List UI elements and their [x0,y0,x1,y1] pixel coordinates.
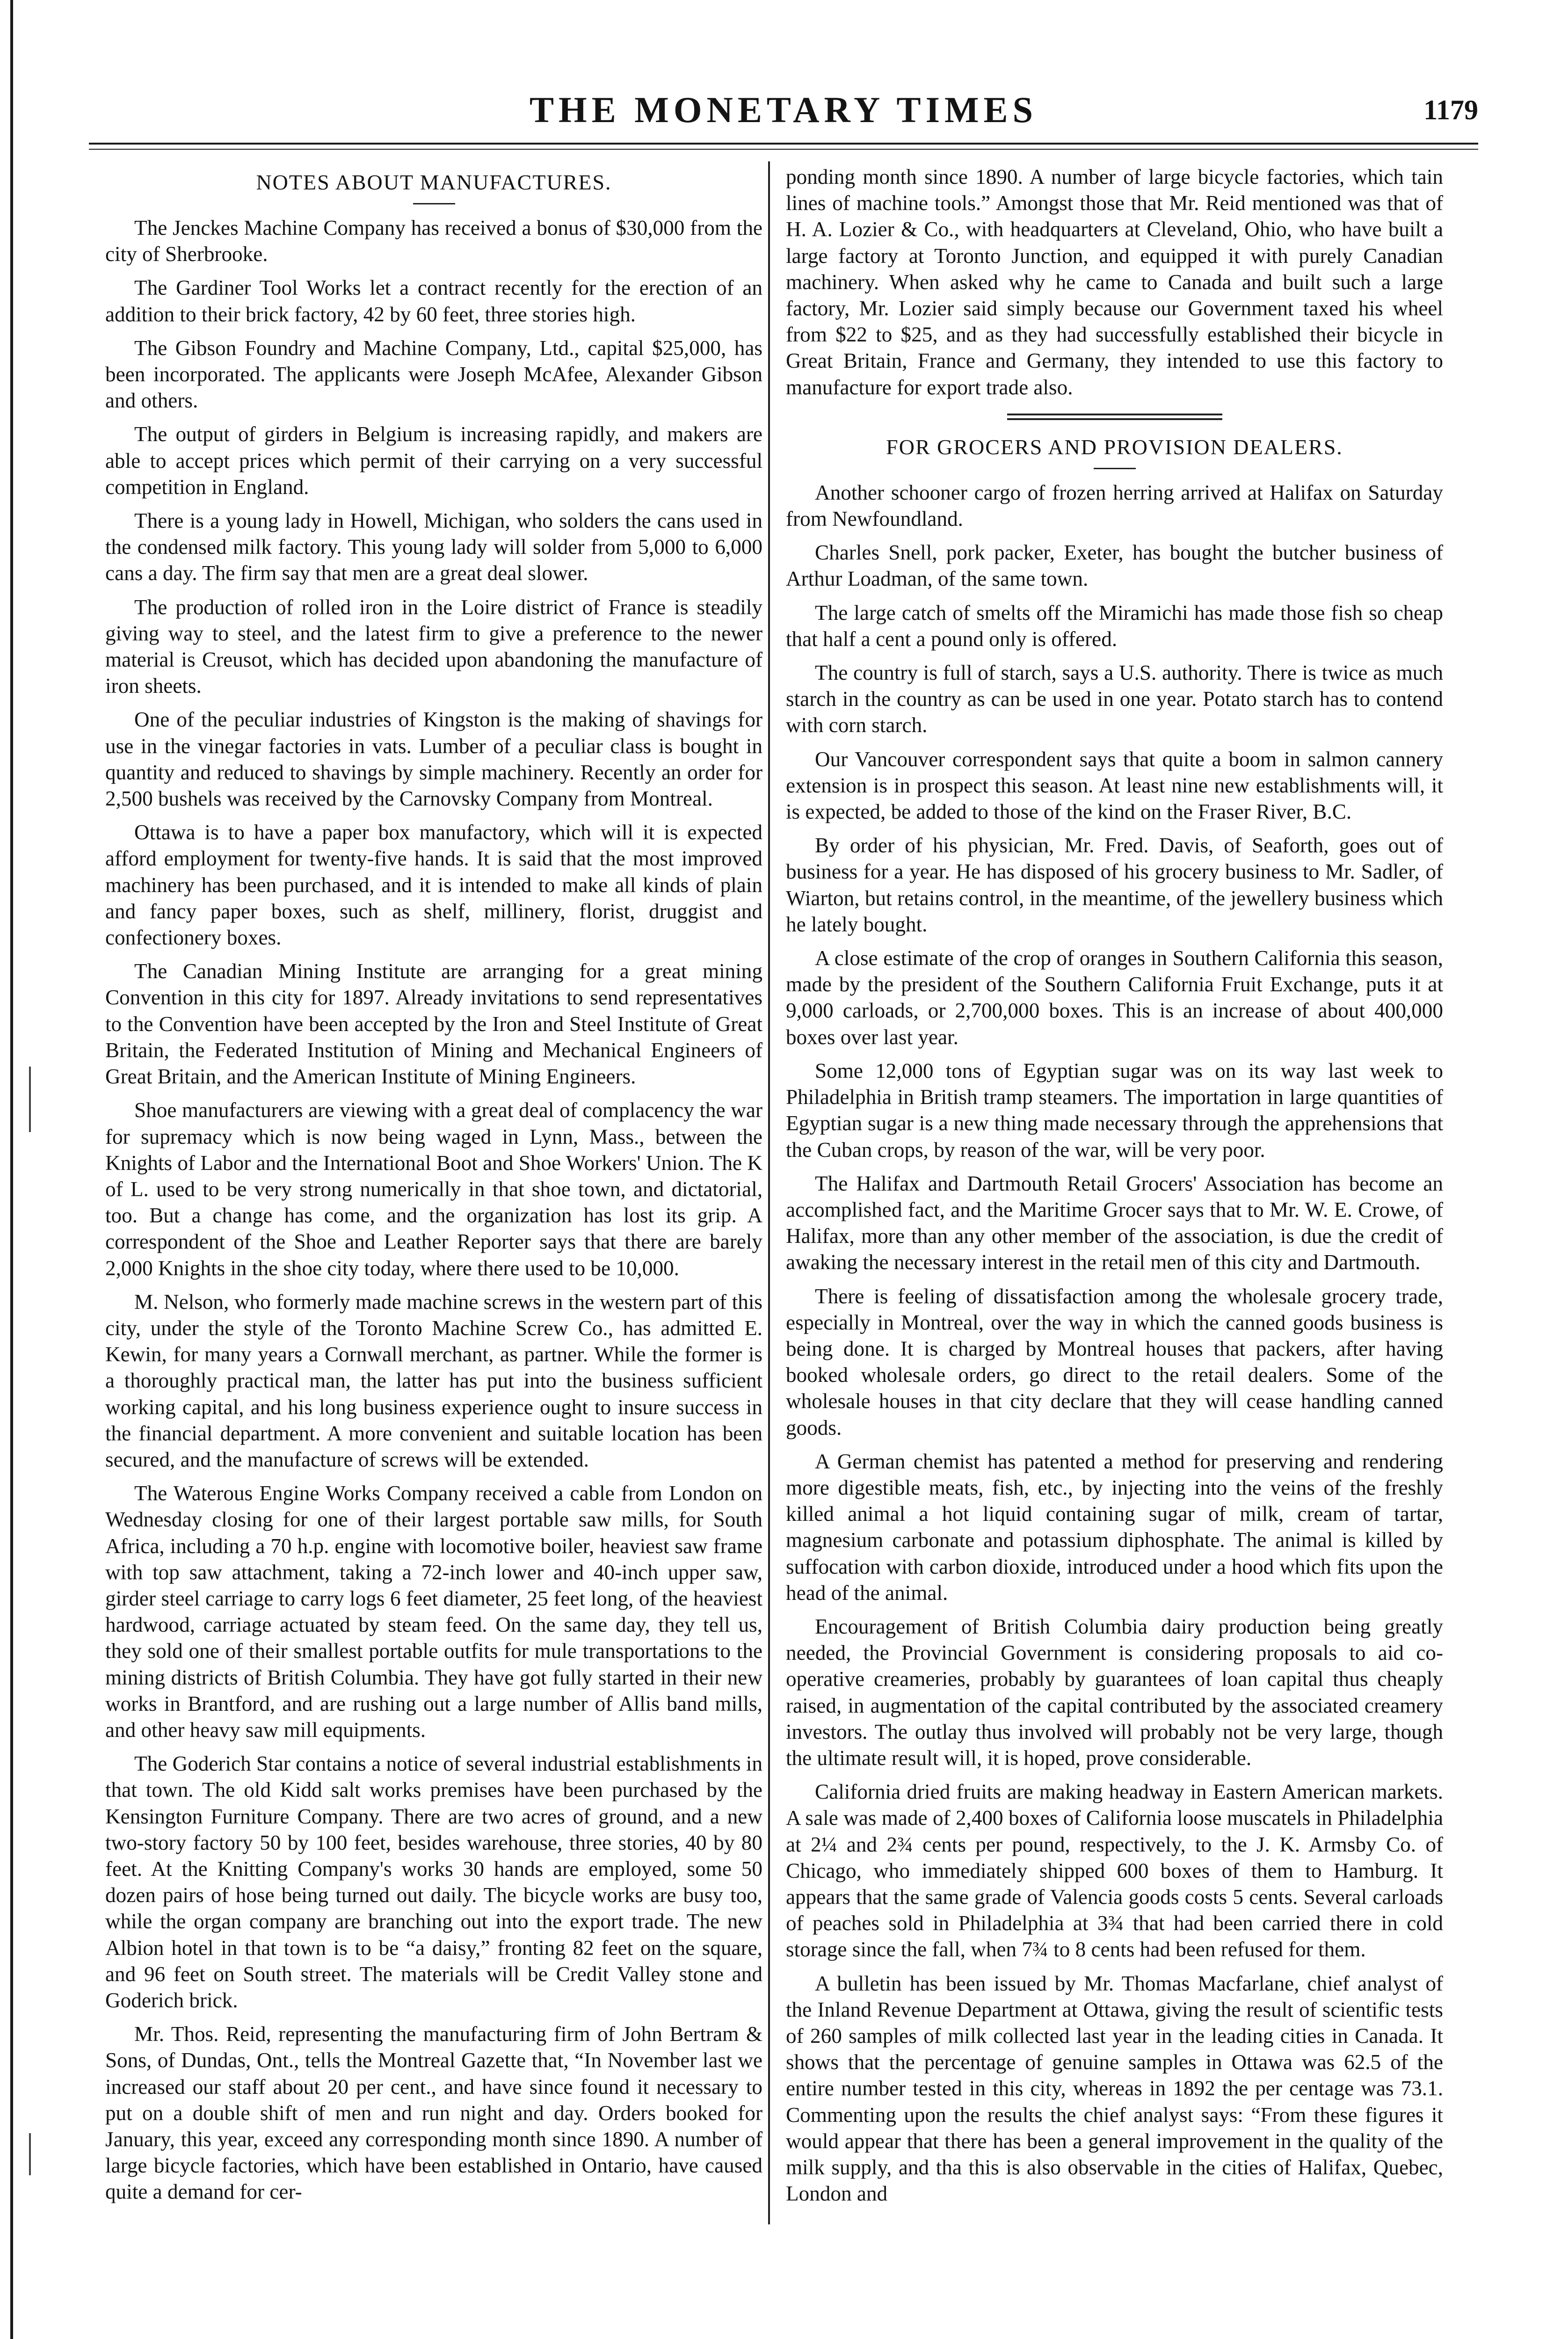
section [786,433,1443,2207]
article-paragraph: The production of rolled iron in the Loire district of France is steadily giving way to steel, and the latest firm to give a preference to the newer material is Creusot, which has decided upon abandoning the manufacture of iron sheets. [105,595,762,698]
article-paragraph: One of the peculiar industries of Kingston is the making of shavings for use in the vinegar factories in vats. Lumber of a peculiar class is bought in quantity and reduced to shavings by simple machinery. Recently an order for 2,500 bushels was received by the Carnovsky Company from Montreal. [105,708,762,811]
article-paragraph: The Waterous Engine Works Company received a cable from London on Wednesday closing for one of their largest portable saw mills, for South Africa, including a 70 h.p. engine with locomotive boiler, heaviest saw frame with top saw attachment, taking a 72-inch lower and 40-inch upper saw, girder steel carriage to carry logs 6 feet diameter, 25 feet long, of the heaviest hardwood, carriage actuated by steam feed. On the same day, they tell us, they sold one of their smallest portable outfits for mule transportations to the mining districts of British Columbia. They have got fully started in their new works in Brantford, and are rushing out a large number of Allis band mills, and other heavy saw mill equipments. [105,1482,762,1742]
page-header [89,87,1478,138]
header-rule [89,149,1478,150]
article-paragraph: Ottawa is to have a paper box manufactory, which will it is expected afford employment for twenty-five hands. It is said that the most improved machinery has been purchased, and it is intended to make all kinds of plain and fancy paper boxes, such as shelf, millinery, florist, druggist and confectionery boxes. [105,821,762,950]
section-title: FOR GROCERS AND PROVISION DEALERS. [886,435,1343,459]
article-paragraph: The Canadian Mining Institute are arranging for a great mining Convention in this city for 1897. Already invitations to send representatives to the Convention have been accepted by the Iron and Steel Institute of Great Britain, the Federated Institution of Mining and Mechanical Engineers of Great Britain, and the American Institute of Mining Engineers. [105,959,762,1089]
header-rule [89,143,1478,145]
column-divider [768,161,770,2224]
article-paragraph: The large catch of smelts off the Miramichi has made those fish so cheap that half a cent a pound only is offered. [786,601,1443,651]
article-paragraph: Charles Snell, pork packer, Exeter, has bought the butcher business of Arthur Loadman, of the same town. [786,541,1443,591]
margin-mark [29,2133,31,2175]
article-paragraph: Mr. Thos. Reid, representing the manufacturing firm of John Bertram & Sons, of Dundas, Ont., tells the Montreal Gazette that, “In November last we increased our staff about 20 per cent., and have since found it necessary to put on a double shift of men and run night and day. Orders booked for January, this year, exceed any corresponding month since 1890. A number of large bicycle factories, which have been established in Ontario, have caused quite a demand for cer- [105,2022,762,2204]
article-paragraph: Shoe manufacturers are viewing with a great deal of complacency the war for supremacy which is now being waged in Lynn, Mass., between the Knights of Labor and the International Boot and Shoe Workers' Union. The K of L. used to be very strong numerically in that shoe town, and dictatorial, too. But a change has come, and the organization has lost its grip. A correspondent of the Shoe and Leather Reporter says that there are barely 2,000 Knights in the shoe city today, where there used to be 10,000. [105,1098,762,1280]
article-paragraph: The Jenckes Machine Company has received a bonus of $30,000 from the city of Sherbrooke. [105,216,762,266]
article-paragraph: There is a young lady in Howell, Michigan, who solders the cans used in the condensed milk factory. This young lady will solder from 5,000 to 6,000 cans a day. The firm say that men are a great deal slower. [105,509,762,585]
article-paragraph: A bulletin has been issued by Mr. Thomas Macfarlane, chief analyst of the Inland Revenue Department at Ottawa, giving the result of scientific tests of 260 samples of milk collected last year in the leading cities in Canada. It shows that the percentage of genuine samples in Ottawa was 62.5 of the entire number tested in this city, whereas in 1892 the per centage was 73.1. Commenting upon the results the chief analyst says: “From these figures it would appear that there has been a general improvement in the quality of the milk supply, and tha this is also observable in the cities of Halifax, Quebec, London and [786,1971,1443,2206]
article-paragraph: Some 12,000 tons of Egyptian sugar was on its way last week to Philadelphia in British tramp steamers. The importation in large quantities of Egyptian sugar is a new thing made necessary through the apprehensions that the Cuban crops, by reason of the war, will be very poor. [786,1059,1443,1162]
article-paragraph: The Goderich Star contains a notice of several industrial establishments in that town. The old Kidd salt works premises have been purchased by the Kensington Furniture Company. There are two acres of ground, and a new two-story factory 50 by 100 feet, besides warehouse, three stories, 40 by 80 feet. At the Knitting Company's works 30 hands are employed, some 50 dozen pairs of hose being turned out daily. The bicycle works are busy too, while the organ company are branching out into the export trade. The new Albion hotel in that town is to be “a daisy,” fronting 82 feet on the square, and 96 feet on South street. The materials will be Credit Valley stone and Goderich brick. [105,1752,762,2012]
margin-mark [29,1067,31,1132]
double-rule [1007,414,1222,420]
article-paragraph: Another schooner cargo of frozen herring arrived at Halifax on Saturday from Newfoundland. [786,480,1443,531]
article-paragraph: The Gardiner Tool Works let a contract recently for the erection of an addition to their brick factory, 42 by 60 feet, three stories high. [105,276,762,326]
page-number: 1179 [1423,94,1478,125]
section-rule [413,203,455,204]
article-paragraph: The Gibson Foundry and Machine Company, Ltd., capital $25,000, has been incorporated. The applicants were Joseph McAfee, Alexander Gibson and others. [105,336,762,413]
article-paragraph: Encouragement of British Columbia dairy production being greatly needed, the Provincial Government is considering proposals to aid co-operative creameries, probably by guarantees of loan capital thus cheaply raised, in augmentation of the capital contributed by the associated creamery investors. The outlay thus involved will probably not be very large, though the ultimate result will, it is hoped, prove considerable. [786,1614,1443,1770]
section [105,168,762,2205]
continued-paragraph: ponding month since 1890. A number of large bicycle factories, which tain lines of machine tools.” Amongst those that Mr. Reid mentioned was that of H. A. Lozier & Co., with headquarters at Cleveland, Ohio, who have built a large factory at Toronto Junction, and equipped it with purely Canadian machinery. When asked why he came to Canada and built such a large factory, Mr. Lozier said simply because our Government taxed his wheel from $22 to $25, and as they had successfully established their bicycle in Great Britain, France and Germany, they intended to use this factory to manufacture for export trade also. [786,165,1443,399]
section-rule [1094,468,1136,469]
article-paragraph: California dried fruits are making headway in Eastern American markets. A sale was made of 2,400 boxes of California loose muscatels in Philadelphia at 2¼ and 2¾ cents per pound, respectively, to the J. K. Armsby Co. of Chicago, who immediately shipped 600 boxes of them to Hamburg. It appears that the same grade of Valencia goods costs 5 cents. Several carloads of peaches sold in Philadelphia at 3¾ that had been carried there in cold storage since the fall, when 7¾ to 8 cents had been refused for them. [786,1780,1443,1961]
section-break [786,414,1443,420]
article-paragraph: Our Vancouver correspondent says that quite a boom in salmon cannery extension is in prospect this season. At least nine new establishments will, it is expected, be added to those of the kind on the Fraser River, B.C. [786,747,1443,824]
masthead-title: THE MONETARY TIMES [530,89,1038,130]
article-paragraph: The output of girders in Belgium is increasing rapidly, and makers are able to accept prices which permit of their carrying on a very successful competition in England. [105,422,762,499]
article-paragraph: A German chemist has patented a method for preserving and rendering more digestible meats, fish, etc., by injecting into the veins of the freshly killed animal a hot liquid containing sugar of milk, cream of tartar, magnesium carbonate and potassium diphosphate. The animal is killed by suffocation with carbon dioxide, introduced under a hood which fits upon the head of the animal. [786,1449,1443,1605]
article-paragraph: There is feeling of dissatisfaction among the wholesale grocery trade, especially in Montreal, over the way in which the canned goods business is being done. It is charged by Montreal houses that packers, after having booked wholesale orders, go direct to the retail dealers. Some of the wholesale houses in that city declare that they will cease handling canned goods. [786,1284,1443,1439]
right-column [786,164,1443,2214]
article-paragraph: The country is full of starch, says a U.S. authority. There is twice as much starch in the country as can be used in one year. Potato starch has to contend with corn starch. [786,661,1443,737]
article-paragraph: By order of his physician, Mr. Fred. Davis, of Seaforth, goes out of business for a year. He has disposed of his grocery business to Mr. Sadler, of Wiarton, but retains control, in the meantime, of the jewellery business which he lately bought. [786,834,1443,936]
article-paragraph: The Halifax and Dartmouth Retail Grocers' Association has become an accomplished fact, and the Maritime Grocer says that to Mr. W. E. Crowe, of Halifax, more than any other member of the association, is due the credit of awaking the necessary interest in the retail men of this city and Dartmouth. [786,1171,1443,1274]
page-edge-rule [10,0,13,2339]
left-column [105,164,762,2213]
article-paragraph: A close estimate of the crop of oranges in Southern California this season, made by the president of the Southern California Fruit Exchange, puts it at 9,000 carloads, or 2,700,000 boxes. This is an increase of about 400,000 boxes over last year. [786,946,1443,1049]
section-title: NOTES ABOUT MANUFACTURES. [256,170,612,194]
article-paragraph: M. Nelson, who formerly made machine screws in the western part of this city, under the style of the Toronto Machine Screw Co., has admitted E. Kewin, for many years a Cornwall merchant, as partner. While the former is a thoroughly practical man, the latter has put into the business sufficient working capital, and his long business experience ought to insure success in the financial department. A more convenient and suitable location has been secured, and the manufacture of screws will be extended. [105,1290,762,1471]
